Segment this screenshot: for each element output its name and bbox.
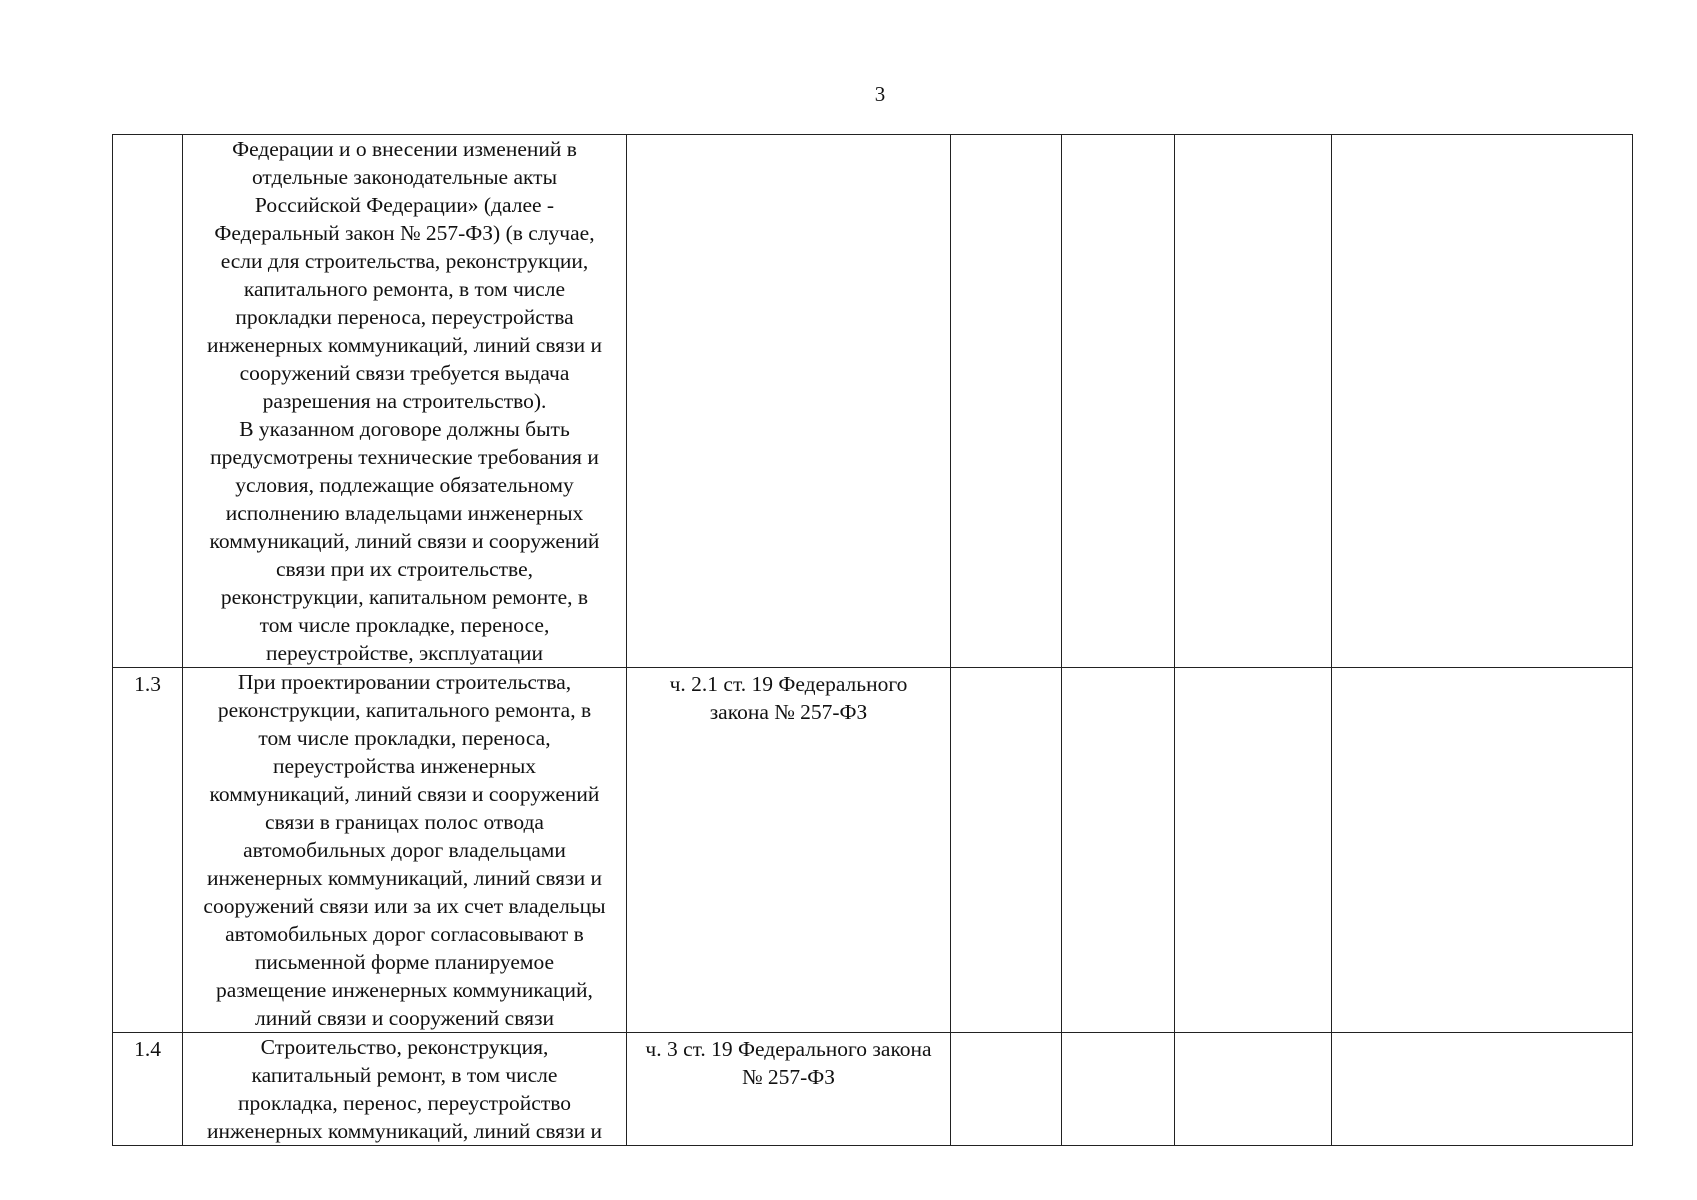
empty-cell xyxy=(951,1033,1062,1146)
table-row xyxy=(113,1033,1633,1146)
empty-cell xyxy=(951,668,1062,1033)
row-number-cell: 1.3 xyxy=(113,668,183,1033)
reference-cell xyxy=(627,668,951,1033)
requirement-cell xyxy=(183,668,627,1033)
empty-cell xyxy=(1062,1033,1175,1146)
requirement-text: Федерации и о внесении изменений в отдельные законодательные акты Российской Федерации» (далее - Федеральный закон № 257-ФЗ) (в случае, если для строительства, реконструкции, капитального ремонта, в том числе прокладки переноса, переустройства инженерных коммуникаций, линий связи и сооружений связи требуется выдача разрешения на строительство). В указанном договоре должны быть предусмотрены технические требования и условия, подлежащие обязательному исполнению владельцами инженерных коммуникаций, линий связи и сооружений связи при их строительстве, реконструкции, капитальном ремонте, в том числе прокладке, переносе, переустройстве, эксплуатации xyxy=(207,137,602,665)
reference-text: ч. 3 ст. 19 Федерального закона № 257-ФЗ xyxy=(645,1037,932,1089)
reference-text: ч. 2.1 ст. 19 Федерального закона № 257-ФЗ xyxy=(669,672,908,724)
reference-cell xyxy=(627,135,951,668)
empty-cell xyxy=(1332,1033,1633,1146)
empty-cell xyxy=(1175,668,1332,1033)
row-number-cell xyxy=(113,135,183,668)
empty-cell xyxy=(951,135,1062,668)
requirement-cell xyxy=(183,135,627,668)
requirement-text: Строительство, реконструкция, капитальный ремонт, в том числе прокладка, перенос, переустройство инженерных коммуникаций, линий связи и xyxy=(207,1035,602,1143)
empty-cell xyxy=(1062,668,1175,1033)
reference-cell xyxy=(627,1033,951,1146)
empty-cell xyxy=(1062,135,1175,668)
requirement-cell xyxy=(183,1033,627,1146)
requirement-text: При проектировании строительства, реконструкции, капитального ремонта, в том числе прокладки, переноса, переустройства инженерных коммуникаций, линий связи и сооружений связи в границах полос отвода автомобильных дорог владельцами инженерных коммуникаций, линий связи и сооружений связи или за их счет владельцы автомобильных дорог согласовывают в письменной форме планируемое размещение инженерных коммуникаций, линий связи и сооружений связи xyxy=(203,670,606,1030)
empty-cell xyxy=(1175,135,1332,668)
requirements-table xyxy=(112,134,1633,1146)
empty-cell xyxy=(1175,1033,1332,1146)
page-number: 3 xyxy=(874,82,886,106)
empty-cell xyxy=(1332,135,1633,668)
table-row xyxy=(113,668,1633,1033)
empty-cell xyxy=(1332,668,1633,1033)
row-number-cell: 1.4 xyxy=(113,1033,183,1146)
table-row xyxy=(113,135,1633,668)
